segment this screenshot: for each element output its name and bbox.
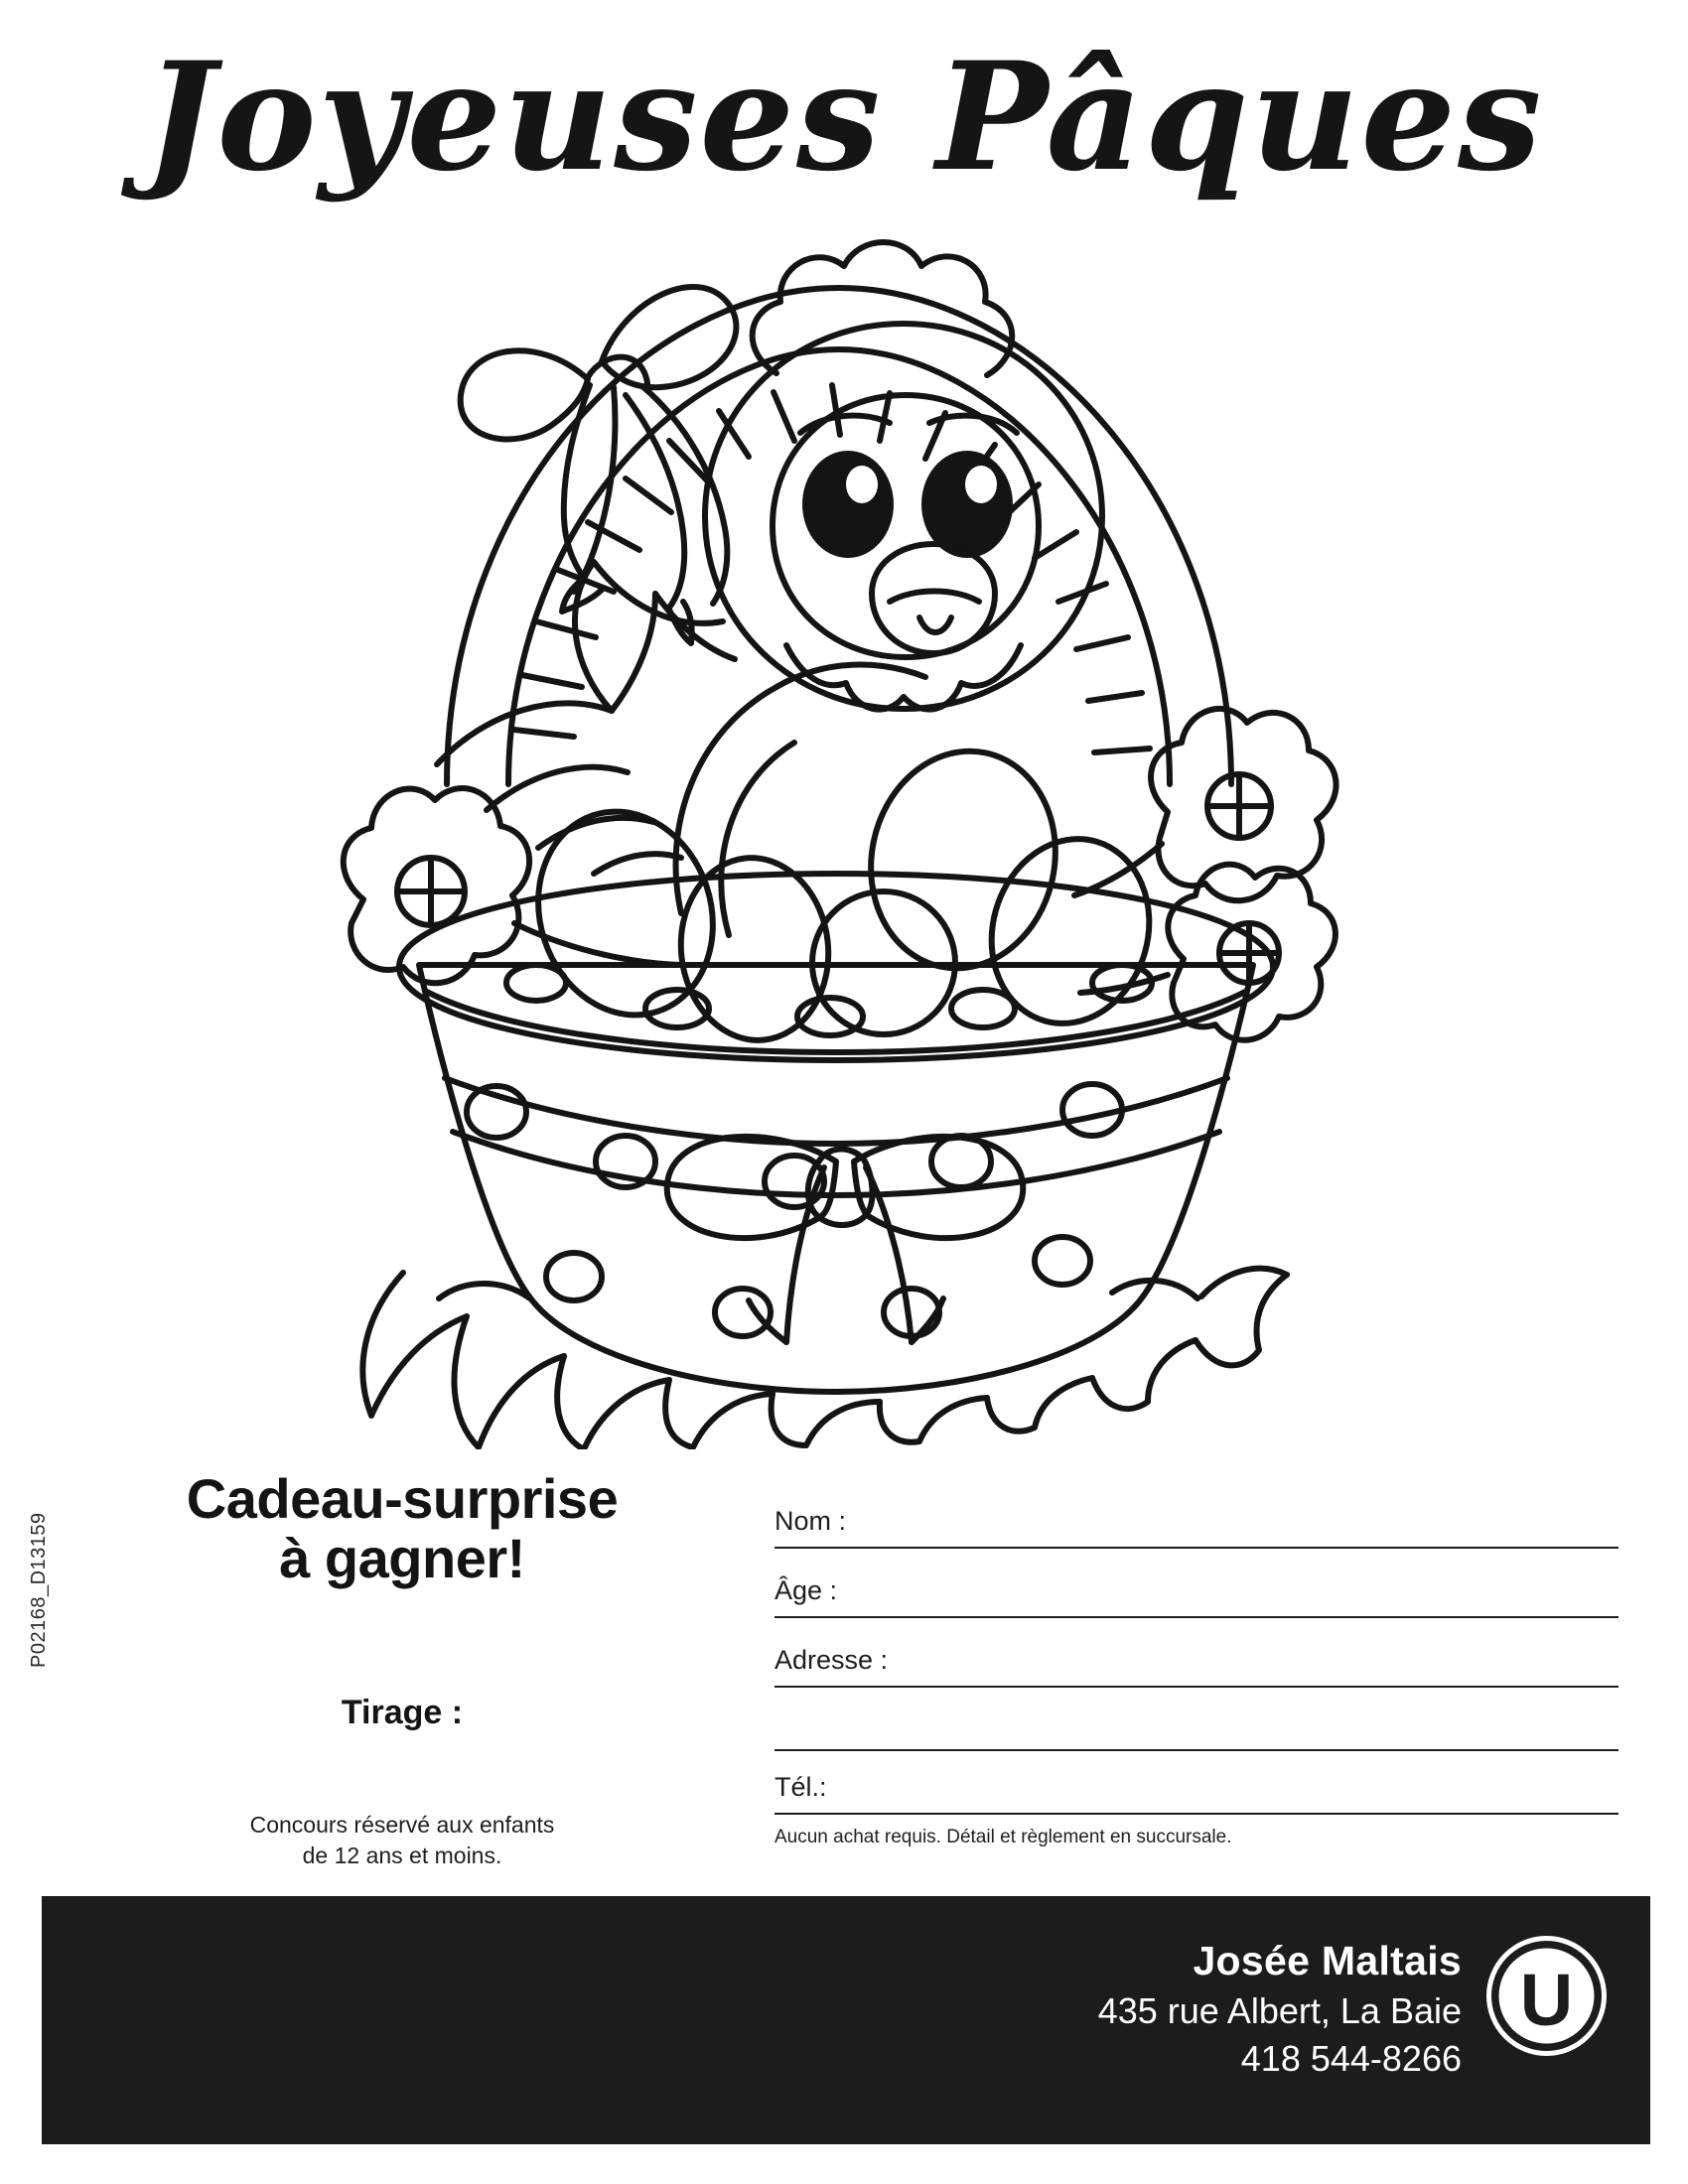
- eligibility-line1: Concours réservé aux enfants: [249, 1811, 555, 1838]
- form-field-age: [774, 1549, 1618, 1618]
- input-adresse[interactable]: [963, 1638, 1618, 1680]
- merchant-name: Josée Maltais: [1193, 1938, 1462, 1983]
- form-field-tel: [774, 1751, 1618, 1815]
- entry-form: [774, 1479, 1618, 1848]
- input-nom[interactable]: [904, 1499, 1618, 1541]
- easter-chick-in-basket-coloring-illustration: [328, 228, 1350, 1449]
- promo-headline-line1: Cadeau-surprise: [186, 1467, 619, 1530]
- input-tel[interactable]: [904, 1765, 1618, 1807]
- form-fine-print: Aucun achat requis. Détail et règlement en succursale.: [774, 1827, 1232, 1847]
- form-field-adresse-line2: [774, 1688, 1618, 1751]
- input-age[interactable]: [904, 1569, 1618, 1610]
- label-adresse: Adresse :: [774, 1645, 889, 1675]
- page-title: Joyeuses Pâques: [144, 30, 1544, 205]
- promo-headline: [89, 1469, 715, 1589]
- uniprix-u-logo-icon: [1484, 1934, 1609, 2058]
- form-field-nom: [774, 1479, 1618, 1549]
- eligibility-note: [89, 1810, 715, 1871]
- merchant-info: [1098, 1934, 1462, 2082]
- label-nom: Nom :: [774, 1506, 847, 1536]
- footer-bar: [42, 1896, 1650, 2144]
- label-age: Âge :: [774, 1575, 838, 1605]
- promo-headline-line2: à gagner!: [279, 1527, 525, 1590]
- reference-code: P02168_D13159: [28, 1512, 50, 1668]
- draw-label: Tirage :: [341, 1693, 464, 1731]
- form-field-adresse: [774, 1618, 1618, 1688]
- promo-block: [89, 1469, 715, 1871]
- merchant-address: 435 rue Albert, La Baie: [1097, 1990, 1462, 2032]
- eligibility-line2: de 12 ans et moins.: [302, 1842, 502, 1868]
- logo-letter: U: [1519, 1959, 1574, 2041]
- merchant-phone: 418 544-8266: [1240, 2037, 1462, 2079]
- input-adresse-line2[interactable]: [774, 1702, 1618, 1743]
- label-tel: Tél.:: [774, 1772, 827, 1802]
